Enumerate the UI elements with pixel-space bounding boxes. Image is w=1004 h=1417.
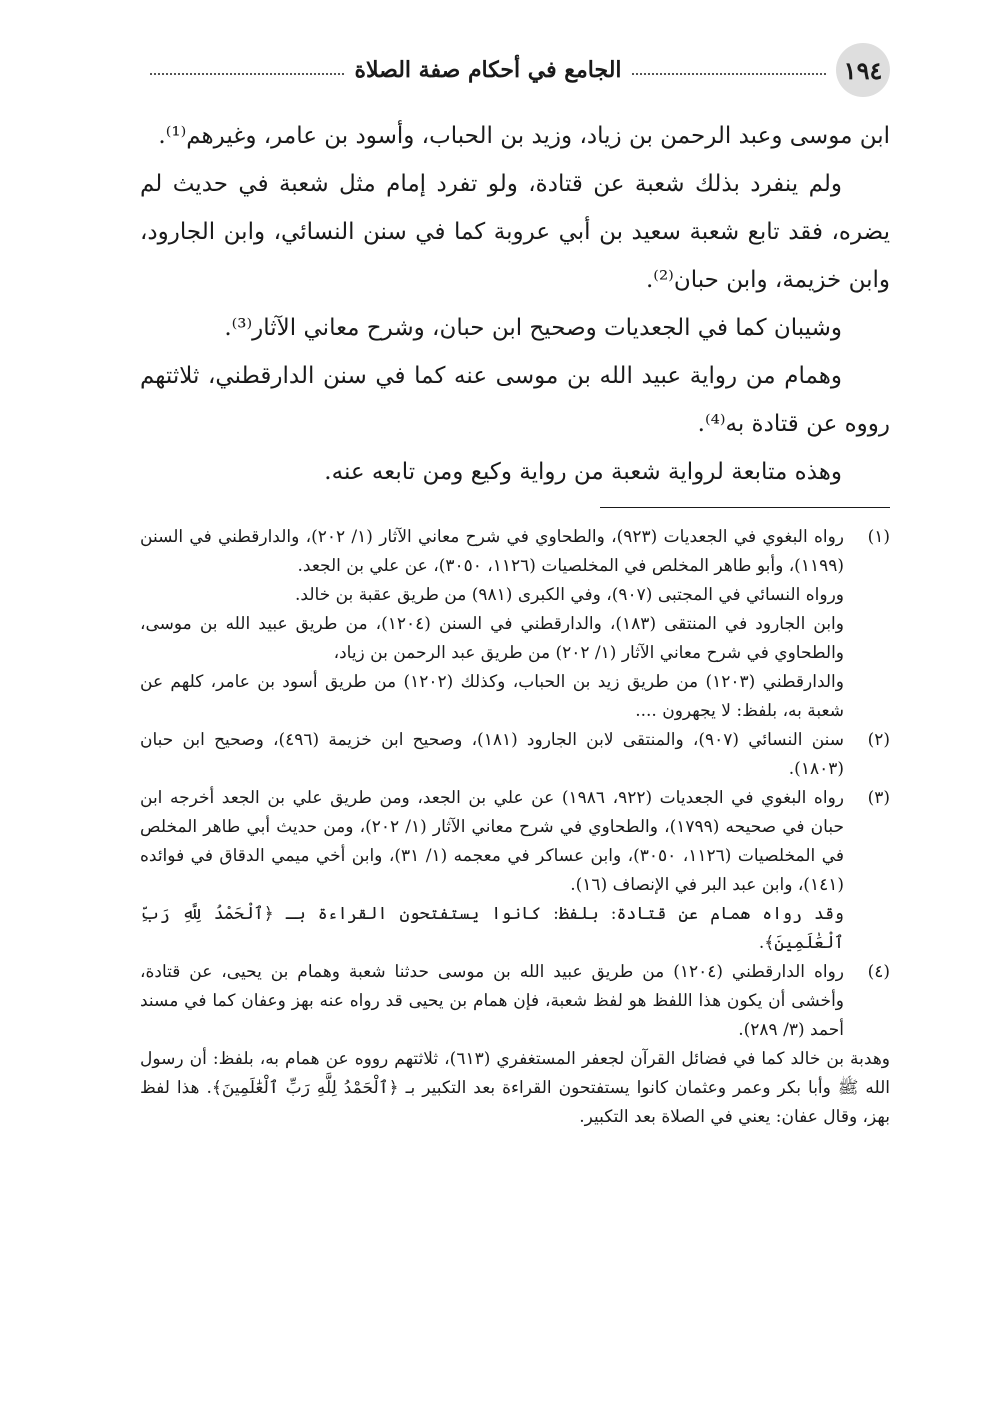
footnote-line: رواه البغوي في الجعديات (٩٢٣)، والطحاوي في شرح معاني الآثار (١/ ٢٠٢)، والدارقطني في السنن (١١٩٩)، وأبو طاهر المخلص في المخلصيات (١١٢٦، ٣٠٥٠)، عن علي بن الجعد. bbox=[140, 527, 844, 576]
running-header bbox=[140, 40, 890, 100]
footnote-body bbox=[140, 726, 844, 784]
footnote-number: (٤) bbox=[867, 962, 890, 982]
footnote-body bbox=[140, 784, 844, 958]
main-text bbox=[140, 112, 890, 496]
footnote-number: (٣) bbox=[867, 788, 890, 808]
footnotes bbox=[140, 523, 890, 1132]
running-title: الجامع في أحكام صفة الصلاة bbox=[354, 57, 622, 83]
footnote-continuation: وهدبة بن خالد كما في فضائل القرآن لجعفر المستغفري (٦١٣)، ثلاثتهم رووه عن همام به، بلفظ: أن رسول الله ﷺ وأبا بكر وعمر وعثمان كانوا يستفتحون القراءة بعد التكبير بـ ﴿ٱلْحَمْدُ لِلَّهِ رَبِّ ٱلْعَٰلَمِينَ﴾. هذا لفظ بهز، وقال عفان: يعني في الصلاة بعد التكبير. bbox=[140, 1049, 890, 1127]
page-number-badge: ١٩٤ bbox=[836, 43, 890, 97]
main-paragraph-4: وهمام من رواية عبيد الله بن موسى عنه كما في سنن الدارقطني، ثلاثتهم رووه عن قتادة به⁽⁴⁾. bbox=[140, 363, 890, 437]
footnote-line: رواه البغوي في الجعديات (٩٢٢، ١٩٨٦) عن علي بن الجعد، ومن طريق علي بن الجعد أخرجه ابن حبان في صحيحه (١٧٩٩)، والطحاوي في شرح معاني الآثار (١/ ٢٠٢)، ومن حديث أبي طاهر المخلص في المخلصيات (١١٢٦، ٣٠٥٠)، وابن عساكر في معجمه (١/ ٣١)، وابن أخي ميمي الدقاق في فوائده (١٤١)، وابن عبد البر في الإنصاف (١٦). bbox=[140, 788, 845, 895]
footnote-1 bbox=[140, 523, 890, 726]
footnote-line: ورواه النسائي في المجتبى (٩٠٧)، وفي الكبرى (٩٨١) من طريق عقبة بن خالد. bbox=[295, 585, 844, 605]
footnote-line: رواه الدارقطني (١٢٠٤) من طريق عبيد الله بن موسى حدثنا شعبة وهمام بن يحيى، عن قتادة، وأخشى أن يكون هذا اللفظ هو لفظ شعبة، فإن همام بن يحيى قد رواه عنه بهز وعفان كما في مسند أحمد (٣/ ٢٨٩). bbox=[140, 962, 844, 1040]
main-paragraph-3: وشيبان كما في الجعديات وصحيح ابن حبان، وشرح معاني الآثار⁽³⁾. bbox=[224, 315, 842, 341]
footnote-3 bbox=[140, 784, 890, 958]
main-paragraph-2: ولم ينفرد بذلك شعبة عن قتادة، ولو تفرد إمام مثل شعبة في حديث لم يضره، فقد تابع شعبة سعيد بن أبي عروبة كما في سنن النسائي، وابن الجارود، وابن خزيمة، وابن حبان⁽²⁾. bbox=[140, 171, 890, 293]
footnote-body bbox=[140, 958, 844, 1045]
footnote-line: والدارقطني (١٢٠٣) من طريق زيد بن الحباب، وكذلك (١٢٠٢) من طريق أسود بن عامر، كلهم عن شعبة به، بلفظ: لا يجهرون .... bbox=[140, 672, 844, 721]
footnote-divider bbox=[600, 507, 890, 508]
footnote-number: (٢) bbox=[867, 730, 890, 750]
footnote-number: (١) bbox=[867, 527, 890, 547]
footnote-2 bbox=[140, 726, 890, 784]
footnote-line: سنن النسائي (٩٠٧)، والمنتقى لابن الجارود (١٨١)، وصحيح ابن خزيمة (٤٩٦)، وصحيح ابن حبان (١٨٠٣). bbox=[140, 730, 845, 779]
footnote-4 bbox=[140, 958, 890, 1045]
footnote-line: وقد رواه همام عن قتادة: بلفظ: كانوا يستفتحون القراءة بـ ﴿ٱلْحَمْدُ لِلَّهِ رَبِّ ٱلْعَٰلَمِينَ﴾. bbox=[140, 904, 844, 953]
footnote-line: وابن الجارود في المنتقى (١٨٣)، والدارقطني في السنن (١٢٠٤)، من طريق عبيد الله بن موسى، والطحاوي في شرح معاني الآثار (١/ ٢٠٢) من طريق عبد الرحمن بن زياد، bbox=[140, 614, 844, 663]
header-dots-right bbox=[632, 73, 826, 75]
main-paragraph-5: وهذه متابعة لرواية شعبة من رواية وكيع ومن تابعه عنه. bbox=[324, 459, 842, 485]
header-dots-left bbox=[150, 73, 344, 75]
footnote-body bbox=[140, 523, 844, 726]
main-paragraph-1: ابن موسى وعبد الرحمن بن زياد، وزيد بن الحباب، وأسود بن عامر، وغيرهم⁽¹⁾. bbox=[158, 123, 890, 149]
